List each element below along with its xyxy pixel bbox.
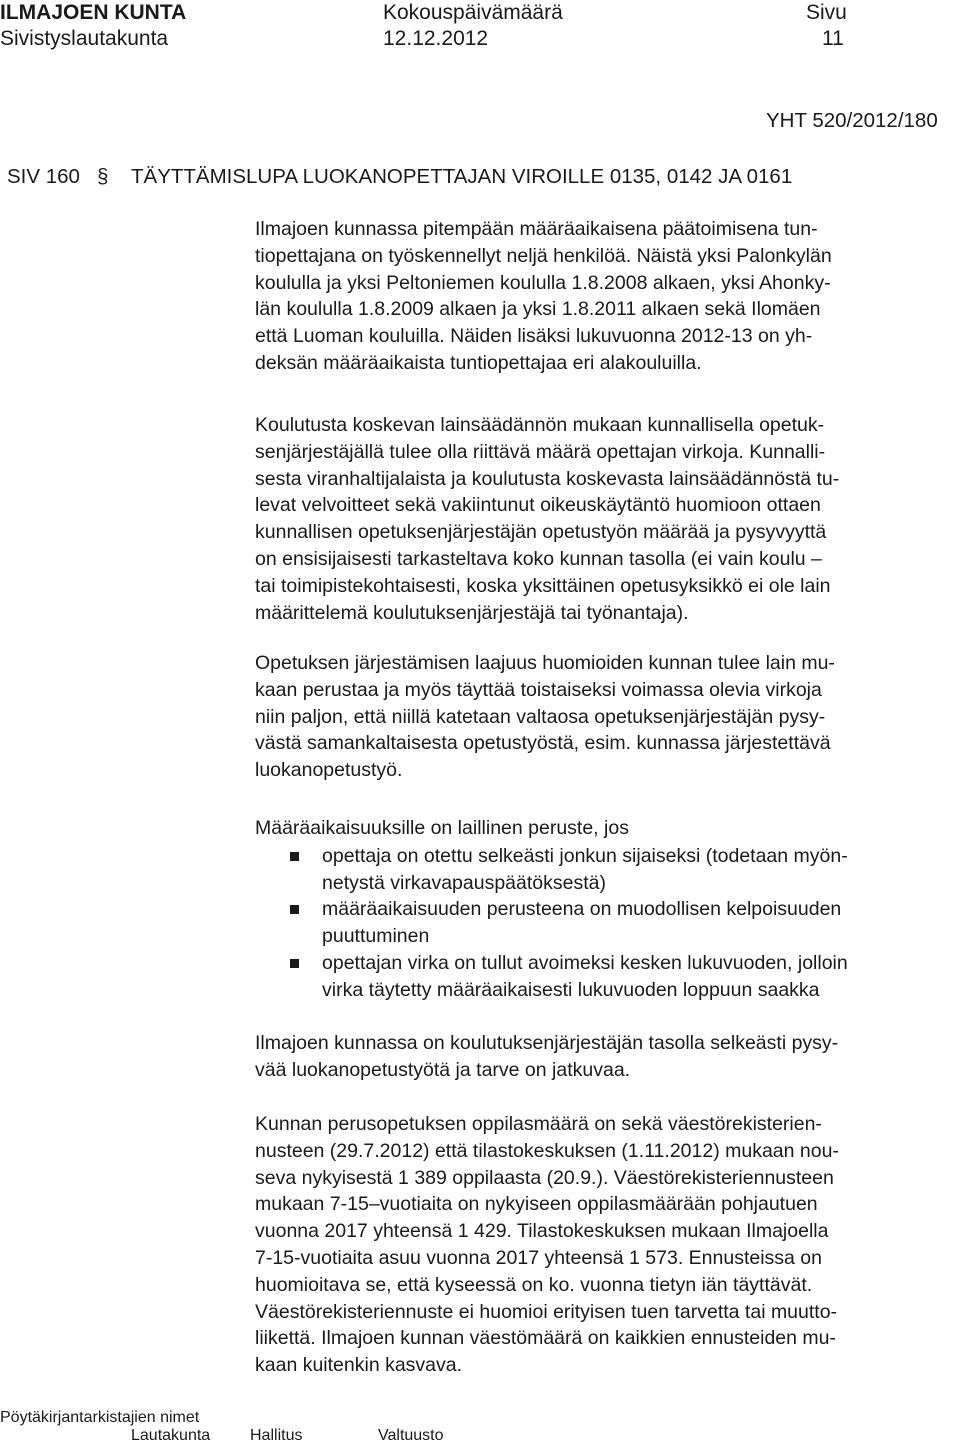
- text-line: koululla ja yksi Peltoniemen koululla 1.8.2008 alkaen, yksi Ahonky-: [255, 271, 831, 294]
- text-line: luokanopetustyö.: [255, 759, 403, 782]
- text-line: liikettä. Ilmajoen kunnan väestömäärä on kaikkien ennusteiden mu-: [255, 1327, 837, 1350]
- text-line: vuonna 2017 yhteensä 1 429. Tilastokeskuksen mukaan Ilmajoella: [255, 1220, 829, 1243]
- text-line: nusteen (29.7.2012) että tilastokeskuksen (1.11.2012) mukaan nou-: [255, 1139, 839, 1162]
- footer-hallitus: Hallitus: [250, 1427, 303, 1444]
- paragraph-4-intro: [255, 815, 945, 842]
- text-line: määrittelemä koulutuksenjärjestäjä tai työnantaja).: [255, 601, 689, 624]
- footer-label: Pöytäkirjantarkistajien nimet: [0, 1409, 200, 1426]
- text-line: niin paljon, että niillä katetaan valtaosa opetuksenjärjestäjän pysy-: [255, 705, 826, 728]
- text-line: Väestörekisteriennuste ei huomioi erityisen tuen tarvetta tai muutto-: [255, 1300, 838, 1323]
- committee-name: Sivistyslautakunta: [0, 27, 169, 50]
- meeting-date: 12.12.2012: [383, 27, 489, 50]
- item-title: TÄYTTÄMISLUPA LUOKANOPETTAJAN VIROILLE 0135, 0142 JA 0161: [131, 165, 793, 188]
- text-line: Ilmajoen kunnassa pitempään määräaikaisena päätoimisena tun-: [255, 218, 818, 240]
- date-label: Kokouspäivämäärä: [383, 1, 563, 24]
- paragraph-6: [255, 1111, 945, 1379]
- text-line: sesta viranhaltijalaista ja koulutusta koskevasta lainsäädännöstä tu-: [255, 467, 840, 490]
- text-line: Määräaikaisuuksille on laillinen peruste, jos: [255, 817, 629, 839]
- text-line: kaan kuitenkin kasvava.: [255, 1354, 463, 1377]
- paragraph-3: [255, 650, 945, 784]
- bullet-square-icon: [290, 959, 299, 968]
- text-line: opettajan virka on tullut avoimeksi kesken lukuvuoden, jolloin: [322, 952, 848, 974]
- text-line: netystä virkavapauspäätöksestä): [322, 871, 606, 894]
- bullet-square-icon: [290, 905, 299, 914]
- text-line: opettaja on otettu selkeästi jonkun sijaiseksi (todetaan myön-: [322, 845, 848, 867]
- text-line: levat velvoitteet sekä vakiintunut oikeuskäytäntö huomioon ottaen: [255, 494, 821, 517]
- footer-lautakunta: Lautakunta: [131, 1427, 211, 1444]
- paragraph-2: [255, 412, 945, 626]
- text-line: Koulutusta koskevan lainsäädännön mukaan kunnallisella opetuk-: [255, 414, 825, 436]
- text-line: mukaan 7-15–vuotiaita on nykyiseen oppilasmäärään pohjautuen: [255, 1193, 818, 1216]
- text-line: puuttuminen: [322, 924, 430, 947]
- text-line: kaan perustaa ja myös täyttää toistaiseksi voimassa olevia virkoja: [255, 678, 822, 701]
- footer-valtuusto: Valtuusto: [378, 1427, 444, 1444]
- page-number: 11: [822, 27, 844, 50]
- text-line: virka täytetty määräaikaisesti lukuvuoden loppuun saakka: [322, 978, 820, 1001]
- bullet-square-icon: [290, 852, 299, 861]
- text-line: määräaikaisuuden perusteena on muodollisen kelpoisuuden: [322, 898, 842, 920]
- text-line: deksän määräaikaista tuntiopettajaa eri alakouluilla.: [255, 351, 702, 374]
- paragraph-1: [255, 216, 945, 377]
- text-line: län koululla 1.8.2009 alkaen ja yksi 1.8.2011 alkaen sekä Ilomäen: [255, 298, 821, 321]
- item-number: SIV 160: [7, 165, 80, 188]
- text-line: Kunnan perusopetuksen oppilasmäärä on sekä väestörekisterien-: [255, 1113, 822, 1135]
- municipality-name: ILMAJOEN KUNTA: [0, 1, 187, 24]
- text-line: västä samankaltaisesta opetustyöstä, esim. kunnassa järjestettävä: [255, 732, 831, 755]
- text-line: 7-15-vuotiaita asuu vuonna 2017 yhteensä 1 573. Ennusteissa on: [255, 1246, 822, 1269]
- reference-number: YHT 520/2012/180: [766, 109, 938, 132]
- text-line: senjärjestäjällä tulee olla riittävä määrä opettajan virkoja. Kunnalli-: [255, 440, 826, 463]
- bullet-item: [255, 950, 945, 1004]
- text-line: Opetuksen järjestämisen laajuus huomioiden kunnan tulee lain mu-: [255, 652, 835, 674]
- text-line: seva nykyisestä 1 389 oppilaasta (20.9.). Väestörekisteriennusteen: [255, 1166, 834, 1189]
- section-symbol: §: [97, 165, 109, 188]
- text-line: Ilmajoen kunnassa on koulutuksenjärjestäjän tasolla selkeästi pysy-: [255, 1032, 839, 1054]
- bullet-item: [255, 843, 945, 897]
- text-line: huomioitava se, että kyseessä on ko. vuonna tietyn iän täyttävät.: [255, 1273, 813, 1296]
- text-line: vää luokanopetustyötä ja tarve on jatkuvaa.: [255, 1058, 631, 1081]
- paragraph-5: [255, 1030, 945, 1084]
- text-line: tai toimipistekohtaisesti, koska yksittäinen opetusyksikkö ei ole lain: [255, 574, 831, 597]
- bullet-item: [255, 896, 945, 950]
- page-label: Sivu: [806, 1, 847, 24]
- text-line: että Luoman kouluilla. Näiden lisäksi lukuvuonna 2012-13 on yh-: [255, 325, 813, 348]
- text-line: tiopettajana on työskennellyt neljä henkilöä. Näistä yksi Palonkylän: [255, 244, 832, 267]
- text-line: kunnallisen opetuksenjärjestäjän opetustyön määrää ja pysyvyyttä: [255, 521, 827, 544]
- text-line: on ensisijaisesti tarkasteltava koko kunnan tasolla (ei vain koulu –: [255, 547, 822, 570]
